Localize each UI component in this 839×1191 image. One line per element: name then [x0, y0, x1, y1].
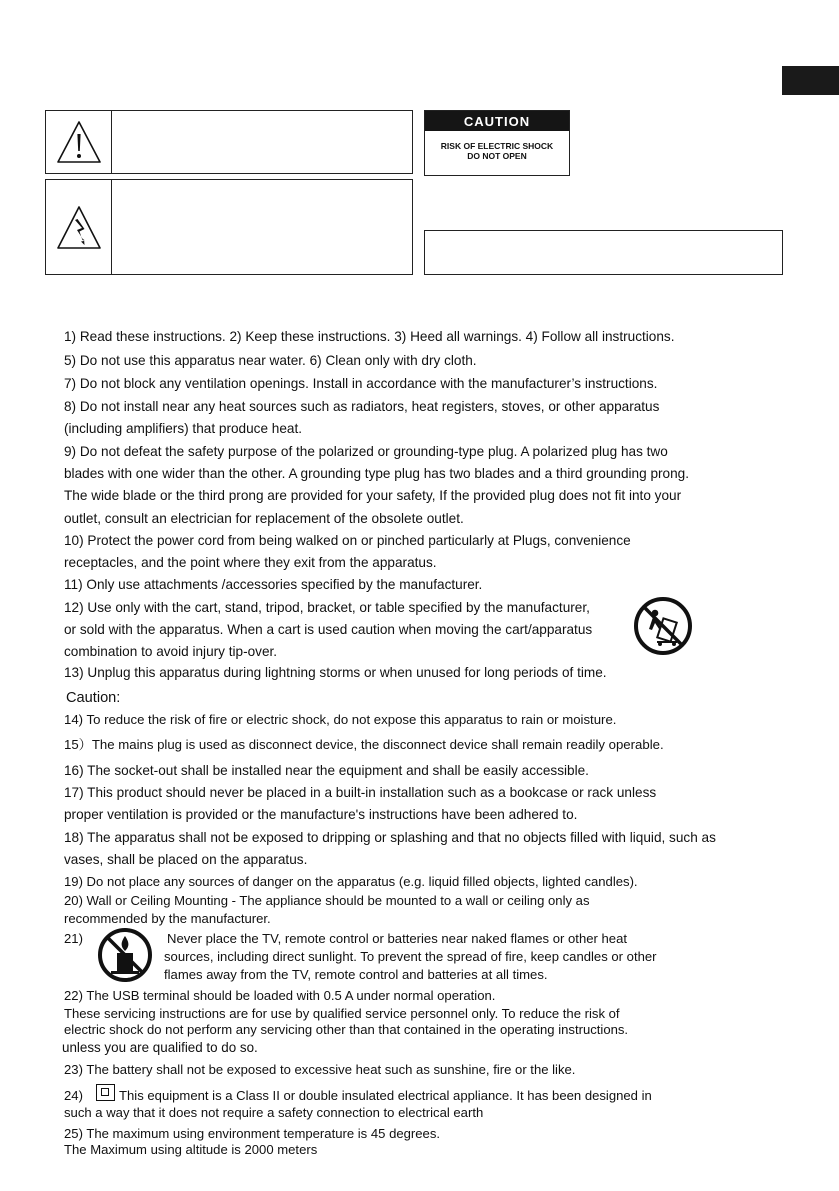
section-tab-marker [782, 66, 839, 95]
instruction-line: 10) Protect the power cord from being walked on or pinched particularly at Plugs, convenience [64, 533, 631, 548]
instruction-line: 25) The maximum using environment temperature is 45 degrees. [64, 1126, 441, 1141]
blank-notice-box [424, 230, 783, 275]
instruction-line: flames away from the TV, remote control and batteries at all times. [164, 967, 548, 982]
instruction-line: 13) Unplug this apparatus during lightning storms or when unused for long periods of time. [64, 665, 607, 680]
instruction-number: 21) [64, 931, 83, 946]
instruction-line: 9) Do not defeat the safety purpose of the polarized or grounding-type plug. A polarized plug has two [64, 444, 668, 459]
exclamation-triangle-icon [46, 111, 112, 173]
caution-title: CAUTION [425, 111, 569, 131]
instruction-line: 20) Wall or Ceiling Mounting - The appliance should be mounted to a wall or ceiling only as [64, 893, 590, 908]
instruction-line: Never place the TV, remote control or batteries near naked flames or other heat [167, 931, 627, 946]
cart-tip-over-icon [633, 596, 693, 661]
caution-shock-text: RISK OF ELECTRIC SHOCK DO NOT OPEN [440, 141, 554, 161]
instruction-line: 19) Do not place any sources of danger on the apparatus (e.g. liquid filled objects, lighted candles). [64, 874, 638, 889]
instruction-line: combination to avoid injury tip-over. [64, 644, 278, 659]
caution-heading: Caution: [66, 690, 121, 706]
instruction-line: or sold with the apparatus. When a cart is used caution when moving the cart/apparatus [64, 622, 593, 637]
instruction-line: electric shock do not perform any servicing other than that contained in the operating instructions. [64, 1022, 629, 1037]
instruction-line: 14) To reduce the risk of fire or electric shock, do not expose this apparatus to rain or moisture. [64, 712, 617, 727]
instruction-line: such a way that it does not require a safety connection to electrical earth [64, 1105, 484, 1120]
exclamation-warning-box [45, 110, 413, 174]
no-candle-flame-icon [97, 927, 153, 988]
class-ii-double-insulation-icon [96, 1084, 115, 1101]
instruction-line: proper ventilation is provided or the manufacture's instructions have been adhered to. [64, 807, 578, 822]
instruction-line: 7) Do not block any ventilation openings. Install in accordance with the manufacturer’s instructions. [64, 376, 658, 391]
instruction-line: 16) The socket-out shall be installed near the equipment and shall be easily accessible. [64, 763, 589, 778]
instruction-line: 22) The USB terminal should be loaded with 0.5 A under normal operation. [64, 988, 496, 1003]
instruction-line: These servicing instructions are for use by qualified service personnel only. To reduce the risk of [64, 1006, 620, 1021]
instruction-number: 24) [64, 1088, 83, 1103]
instruction-line: The Maximum using altitude is 2000 meters [64, 1142, 318, 1157]
instruction-line: recommended by the manufacturer. [64, 911, 271, 926]
instruction-line: blades with one wider than the other. A grounding type plug has two blades and a third grounding prong. [64, 466, 689, 481]
lightning-triangle-icon [46, 180, 112, 274]
instruction-line: sources, including direct sunlight. To prevent the spread of fire, keep candles or other [164, 949, 657, 964]
instruction-line: unless you are qualified to do so. [62, 1040, 258, 1055]
instruction-line: receptacles, and the point where they exit from the apparatus. [64, 555, 437, 570]
instruction-line: 15）The mains plug is used as disconnect device, the disconnect device shall remain readily operable. [64, 737, 664, 752]
instruction-line: outlet, consult an electrician for replacement of the obsolete outlet. [64, 511, 464, 526]
caution-label [424, 110, 570, 176]
instruction-line: 5) Do not use this apparatus near water. 6) Clean only with dry cloth. [64, 353, 477, 368]
instruction-line: 23) The battery shall not be exposed to excessive heat such as sunshine, fire or the like. [64, 1062, 576, 1077]
instruction-line: 1) Read these instructions. 2) Keep these instructions. 3) Heed all warnings. 4) Follow all instructions. [64, 329, 675, 344]
electric-shock-warning-box [45, 179, 413, 275]
instruction-line: This equipment is a Class II or double insulated electrical appliance. It has been designed in [119, 1088, 652, 1103]
instruction-line: 18) The apparatus shall not be exposed to dripping or splashing and that no objects filled with liquid, such as [64, 830, 716, 845]
instruction-line: (including amplifiers) that produce heat. [64, 421, 303, 436]
instruction-line: 17) This product should never be placed in a built-in installation such as a bookcase or rack unless [64, 785, 657, 800]
instruction-line: 12) Use only with the cart, stand, tripod, bracket, or table specified by the manufacturer, [64, 600, 590, 615]
instruction-line: The wide blade or the third prong are provided for your safety, If the provided plug does not fit into your [64, 488, 682, 503]
instruction-line: 8) Do not install near any heat sources such as radiators, heat registers, stoves, or other apparatus [64, 399, 660, 414]
instruction-line: 11) Only use attachments /accessories specified by the manufacturer. [64, 577, 483, 592]
instruction-line: vases, shall be placed on the apparatus. [64, 852, 308, 867]
